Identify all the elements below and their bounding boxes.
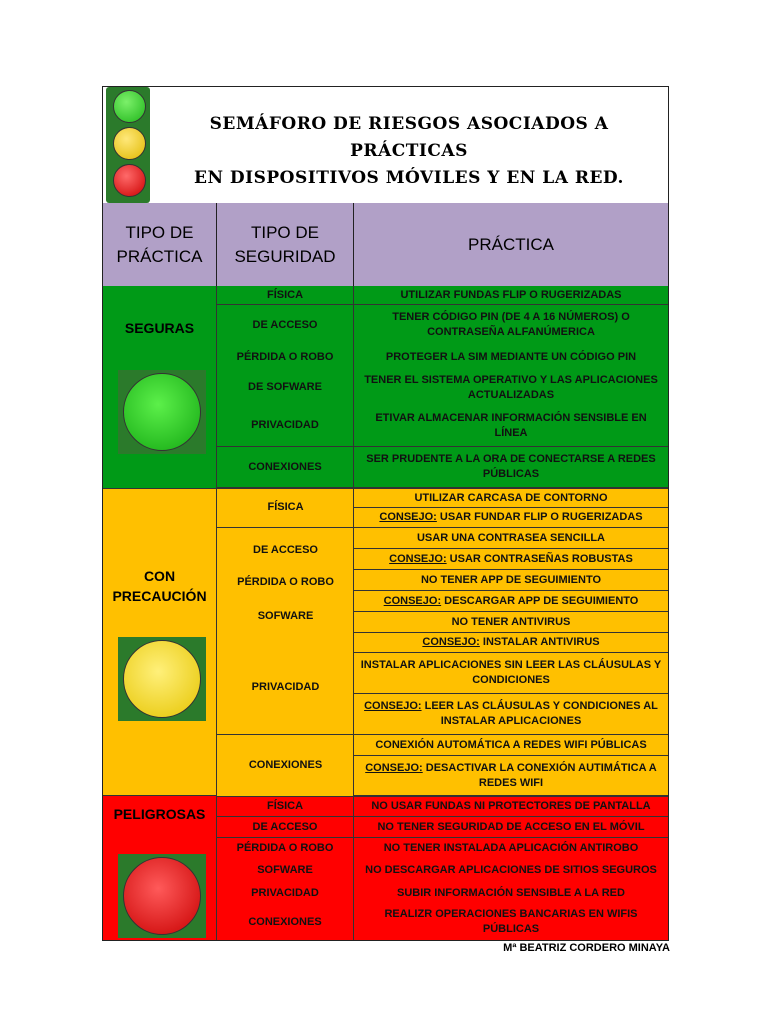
security-type-label: DE ACCESO xyxy=(253,543,318,556)
practice-text: REALIZR OPERACIONES BANCARIAS EN WIFIS PÚBLICAS xyxy=(384,908,638,935)
security-type-label: PÉRDIDA O ROBO xyxy=(236,351,334,363)
green-lamp xyxy=(113,90,146,123)
safe-practice xyxy=(354,305,668,345)
advice-label: CONSEJO: xyxy=(379,511,437,523)
security-type-label: FÍSICA xyxy=(266,800,304,812)
caution-security-type xyxy=(217,488,354,528)
red-disc xyxy=(123,857,201,935)
danger-security-type xyxy=(217,838,354,859)
practice-text xyxy=(360,761,662,791)
practice-text: NO DESCARGAR APLICACIONES DE SITIOS SEGUROS xyxy=(365,864,657,876)
yellow-signal-icon xyxy=(118,637,206,721)
red-signal-icon xyxy=(118,854,206,938)
title-line-1: SEMÁFORO DE RIESGOS ASOCIADOS A PRÁCTICAS xyxy=(209,114,609,161)
danger-practice xyxy=(354,882,668,904)
security-type-label: PÉRDIDA O ROBO xyxy=(237,575,334,588)
security-type-label: DE SOFWARE xyxy=(248,381,322,393)
caution-advice-row xyxy=(354,591,668,612)
security-type-label: PRIVACIDAD xyxy=(251,680,320,693)
advice-label: CONSEJO: xyxy=(383,594,442,607)
caution-security-type xyxy=(217,592,354,640)
practice-text xyxy=(421,573,601,588)
security-type-label: FÍSICA xyxy=(267,501,304,513)
caution-advice-row xyxy=(354,756,668,796)
caution-advice-row xyxy=(354,633,668,653)
caution-practice-row xyxy=(354,528,668,549)
danger-practice xyxy=(354,904,668,940)
practice-body: NO TENER ANTIVIRUS xyxy=(451,615,571,628)
practice-body: INSTALAR APLICACIONES SIN LEER LAS CLÁUSULAS Y CONDICIONES xyxy=(360,659,665,686)
yellow-disc xyxy=(123,640,201,718)
caution-practice-row xyxy=(354,735,668,756)
practice-text: NO TENER INSTALADA APLICACIÓN ANTIROBO xyxy=(383,842,639,854)
group-label-line: CON xyxy=(143,568,176,584)
practice-text xyxy=(360,658,665,688)
practice-body: NO TENER APP DE SEGUIMIENTO xyxy=(420,573,602,586)
security-type-label: CONEXIONES xyxy=(248,759,323,771)
practice-text xyxy=(375,738,646,753)
green-disc xyxy=(123,373,201,451)
caution-practice-row xyxy=(354,653,668,694)
safe-security-type xyxy=(217,286,354,305)
danger-security-type xyxy=(217,796,354,817)
group-seguras xyxy=(103,286,217,488)
group-peligrosas xyxy=(103,796,217,940)
practice-text xyxy=(414,491,607,506)
safe-practice xyxy=(354,370,668,405)
practice-body: USAR CONTRASEÑAS ROBUSTAS xyxy=(446,552,633,565)
header-text: SEGURIDAD xyxy=(234,246,336,266)
advice-label: CONSEJO: xyxy=(389,552,447,565)
safe-security-type xyxy=(217,345,354,370)
danger-practice xyxy=(354,838,668,859)
header-text: TIPO DE xyxy=(125,222,194,242)
practice-text xyxy=(417,531,605,546)
group-label-precaucion xyxy=(103,566,216,606)
practice-body: LEER LAS CLÁUSULAS Y CONDICIONES AL INSTALAR APLICACIONES xyxy=(421,700,661,727)
caution-security-type xyxy=(217,640,354,735)
safe-practice xyxy=(354,345,668,370)
yellow-lamp xyxy=(113,127,146,160)
group-label-seguras: SEGURAS xyxy=(124,320,195,336)
header-text: PRÁCTICA xyxy=(468,234,554,254)
practice-body: DESCARGAR APP DE SEGUIMIENTO xyxy=(441,594,639,607)
page-title xyxy=(153,111,665,192)
author-credit: Mª BEATRIZ CORDERO MINAYA xyxy=(503,942,670,954)
security-type-label: PÉRDIDA O ROBO xyxy=(236,842,334,854)
practice-text: TENER CÓDIGO PIN (DE 4 A 16 NÚMEROS) O CONTRASEÑA ALFANÚMERICA xyxy=(392,311,630,338)
practice-body: USAR FUNDAR FLIP O RUGERIZADAS xyxy=(436,511,643,523)
risk-traffic-light-sheet xyxy=(102,86,669,941)
safe-security-type xyxy=(217,305,354,345)
caution-security-type xyxy=(217,572,354,592)
header-tipo-practica xyxy=(103,203,217,286)
safe-security-type xyxy=(217,446,354,488)
group-label-line: PRECAUCIÓN xyxy=(112,588,207,604)
danger-practice xyxy=(354,859,668,882)
danger-practice xyxy=(354,796,668,817)
practice-text xyxy=(384,594,639,609)
danger-practice xyxy=(354,817,668,838)
traffic-light-icon xyxy=(106,87,150,203)
advice-label: CONSEJO: xyxy=(422,636,480,648)
group-label-peligrosas: PELIGROSAS xyxy=(113,806,206,822)
practice-text: PROTEGER LA SIM MEDIANTE UN CÓDIGO PIN xyxy=(385,351,637,363)
practice-body: DESACTIVAR LA CONEXIÓN AUTIMÁTICA A REDES WIFI xyxy=(422,761,660,789)
practice-text xyxy=(452,615,571,630)
practice-text: NO TENER SEGURIDAD DE ACCESO EN EL MÓVIL xyxy=(377,820,645,833)
caution-security-type xyxy=(217,528,354,572)
caution-advice-row xyxy=(354,549,668,570)
caution-practice-row xyxy=(354,488,668,508)
advice-label: CONSEJO: xyxy=(365,761,423,774)
security-type-label: PRIVACIDAD xyxy=(251,886,319,899)
safe-practice xyxy=(354,405,668,446)
danger-security-type xyxy=(217,882,354,904)
danger-security-type xyxy=(217,817,354,838)
caution-practice-row xyxy=(354,612,668,633)
practice-text xyxy=(422,635,599,650)
safe-practice xyxy=(354,286,668,305)
caution-security-type xyxy=(217,735,354,796)
practice-text: NO USAR FUNDAS NI PROTECTORES DE PANTALLA xyxy=(371,800,651,812)
security-type-label: CONEXIONES xyxy=(248,915,322,928)
header-practica xyxy=(354,203,668,286)
green-signal-icon xyxy=(118,370,206,454)
practice-text: ETIVAR ALMACENAR INFORMACIÓN SENSIBLE EN LÍNEA xyxy=(375,411,647,439)
practice-body: CONEXIÓN AUTOMÁTICA A REDES WIFI PÚBLICAS xyxy=(375,738,647,751)
practice-text: TENER EL SISTEMA OPERATIVO Y LAS APLICACIONES ACTUALIZADAS xyxy=(364,373,658,401)
danger-security-type xyxy=(217,904,354,940)
practice-body: USAR UNA CONTRASEA SENCILLA xyxy=(416,531,606,544)
security-type-label: SOFWARE xyxy=(257,609,314,622)
danger-security-type xyxy=(217,859,354,882)
group-precaucion xyxy=(103,488,217,796)
caution-advice-row xyxy=(354,694,668,735)
security-type-label: SOFWARE xyxy=(257,864,313,876)
security-type-label: FÍSICA xyxy=(266,288,304,301)
practice-text: SUBIR INFORMACIÓN SENSIBLE A LA RED xyxy=(397,886,625,899)
header-text: TIPO DE xyxy=(250,222,319,242)
practice-text: SER PRUDENTE A LA ORA DE CONECTARSE A REDES PÚBLICAS xyxy=(366,453,656,480)
header-text: PRÁCTICA xyxy=(116,246,203,266)
title-line-2: EN DISPOSITIVOS MÓVILES Y EN LA RED. xyxy=(194,168,624,188)
caution-advice-row xyxy=(354,508,668,528)
security-type-label: PRIVACIDAD xyxy=(251,419,319,431)
safe-practice xyxy=(354,446,668,488)
practice-text: UTILIZAR FUNDAS FLIP O RUGERIZADAS xyxy=(400,288,622,301)
practice-text xyxy=(389,552,633,567)
security-type-label: DE ACCESO xyxy=(252,318,318,331)
practice-text xyxy=(360,699,662,729)
red-lamp xyxy=(113,164,146,197)
caution-practice-row xyxy=(354,570,668,591)
practice-text xyxy=(379,510,642,525)
advice-label: CONSEJO: xyxy=(364,700,422,712)
security-type-label: CONEXIONES xyxy=(248,460,322,473)
security-type-label: DE ACCESO xyxy=(252,820,318,833)
safe-security-type xyxy=(217,370,354,405)
practice-body: INSTALAR ANTIVIRUS xyxy=(479,636,600,648)
safe-security-type xyxy=(217,405,354,446)
practice-body: UTILIZAR CARCASA DE CONTORNO xyxy=(414,491,608,504)
header-tipo-seguridad xyxy=(217,203,354,286)
